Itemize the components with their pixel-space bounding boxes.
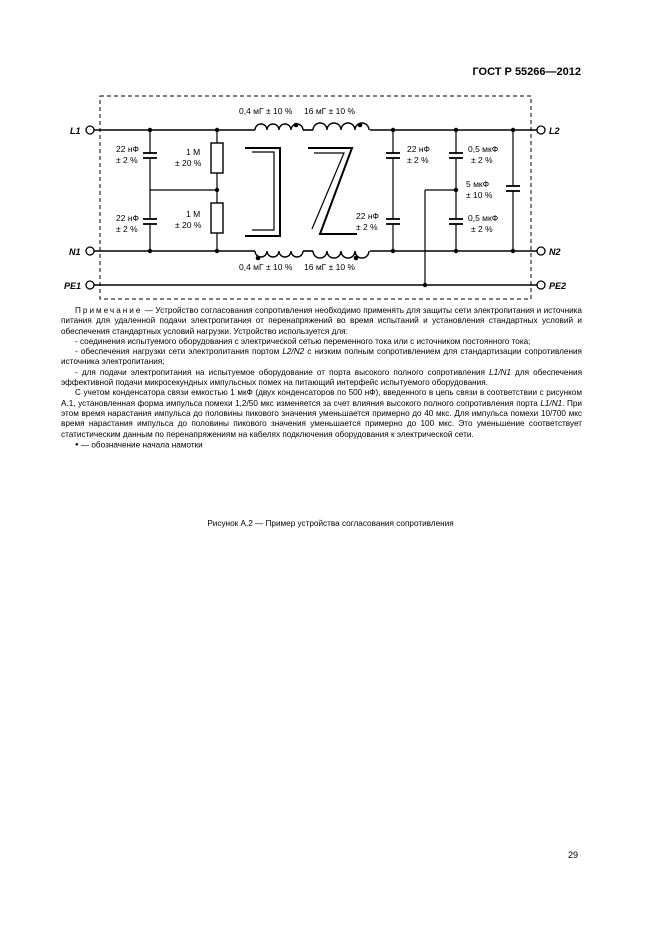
component-label: ± 2 % — [116, 155, 138, 165]
page-number: 29 — [567, 850, 578, 860]
note-label: Примечание — [75, 306, 143, 315]
core-left-inner — [252, 152, 274, 230]
inductor-label: 16 мГ ± 10 % — [304, 106, 356, 116]
component-label: 1 М — [186, 209, 201, 219]
inductor-bottom-1 — [255, 251, 303, 257]
winding-start-mark — [354, 256, 359, 261]
impedance-matching-circuit — [0, 0, 661, 300]
component-label: 0,5 мкФ — [468, 144, 499, 154]
terminal-n1 — [86, 247, 94, 255]
component-label: 22 нФ — [407, 144, 430, 154]
winding-start-mark — [358, 123, 363, 128]
component-label: ± 10 % — [466, 190, 493, 200]
component-label: ± 2 % — [116, 224, 138, 234]
component-label: 22 нФ — [116, 213, 139, 223]
note-intro: — Устройство согласования сопротивления необходимо применять для защиты сети электропитания и источника питания для удаленной подачи электропитания от перенапряжений во время испытаний и установления стандартных условий и обеспечения стандартных условий нагрузки. Устройство используется для: — [61, 306, 582, 336]
terminal-label-l1: L1 — [70, 126, 81, 136]
terminal-label-n2: N2 — [549, 247, 561, 257]
component-label: ± 2 % — [471, 155, 493, 165]
terminal-label-pe2: PE2 — [549, 281, 567, 291]
component-label: 5 мкФ — [466, 179, 490, 189]
component-label: ± 2 % — [356, 222, 378, 232]
winding-start-mark — [256, 256, 261, 261]
winding-start-mark — [294, 123, 299, 128]
core-left-outer — [245, 148, 280, 236]
component-label: ± 2 % — [407, 155, 429, 165]
terminal-label-n1: N1 — [69, 247, 81, 257]
component-label: 22 нФ — [116, 144, 139, 154]
note-bullet: - для подачи электропитания на испытуемое оборудование от порта высокого полного сопротивления L1/N1 для обеспечения эффективной подачи микросекундных импульсных помех на питающий интерфейс испытуемого оборудования. — [61, 367, 582, 388]
terminal-n2 — [537, 247, 545, 255]
component-label: 1 М — [186, 147, 201, 157]
winding-symbol-legend: ● — обозначение начала намотки — [75, 440, 203, 450]
core-right-z-inner — [312, 153, 344, 229]
note-bullet: - соединения испытуемого оборудования с электрической сетью переменного тока или с источником постоянного тока; — [75, 336, 531, 346]
figure-caption: Рисунок А.2 — Пример устройства согласования сопротивления — [207, 519, 454, 528]
inductor-bottom-2 — [313, 251, 369, 258]
component-label: 0,5 мкФ — [468, 213, 499, 223]
inductor-label: 0,4 мГ ± 10 % — [239, 262, 293, 272]
component-label: ± 2 % — [471, 224, 493, 234]
inductor-label: 16 мГ ± 10 % — [304, 262, 356, 272]
terminal-label-l2: L2 — [549, 126, 560, 136]
terminal-pe1 — [86, 281, 94, 289]
inductor-label: 0,4 мГ ± 10 % — [239, 106, 293, 116]
terminal-label-pe1: PE1 — [64, 281, 82, 291]
note-paragraph: С учетом конденсатора связи емкостью 1 мкФ (двух конденсаторов по 500 нФ), введенного в цепь связи в соответствии с рисунком А.1, установленная форма импульса помехи 1,2/50 мкс изменяется за счет влияния высокого полного сопротивления порта L1/N1. При этом время нарастания импульса до половины пикового значения уменьшается примерно до 40 мкс. Для импульса помехи 10/700 мкс время нарастания импульса до половины пикового значения уменьшается примерно до 100 мкс. Это уменьшение соответствует статистическим данным по перенапряжениям на кабелях подключения оборудования к электрической сети. — [61, 388, 583, 439]
resistor-bottom — [211, 203, 223, 233]
winding-dot-icon: ● — [75, 441, 79, 448]
terminal-pe2 — [537, 281, 545, 289]
document-header: ГОСТ Р 55266—2012 — [472, 66, 581, 78]
terminal-l2 — [537, 126, 545, 134]
component-label: 22 нФ — [356, 211, 379, 221]
figure-note — [61, 306, 582, 450]
component-label: ± 20 % — [175, 220, 202, 230]
resistor-top — [211, 143, 223, 173]
note-bullet: - обеспечения нагрузки сети электропитания портом L2/N2 с низким полным сопротивлением для стандартизации сопротивления источника электропитания; — [61, 347, 582, 367]
terminal-l1 — [86, 126, 94, 134]
component-label: ± 20 % — [175, 158, 202, 168]
